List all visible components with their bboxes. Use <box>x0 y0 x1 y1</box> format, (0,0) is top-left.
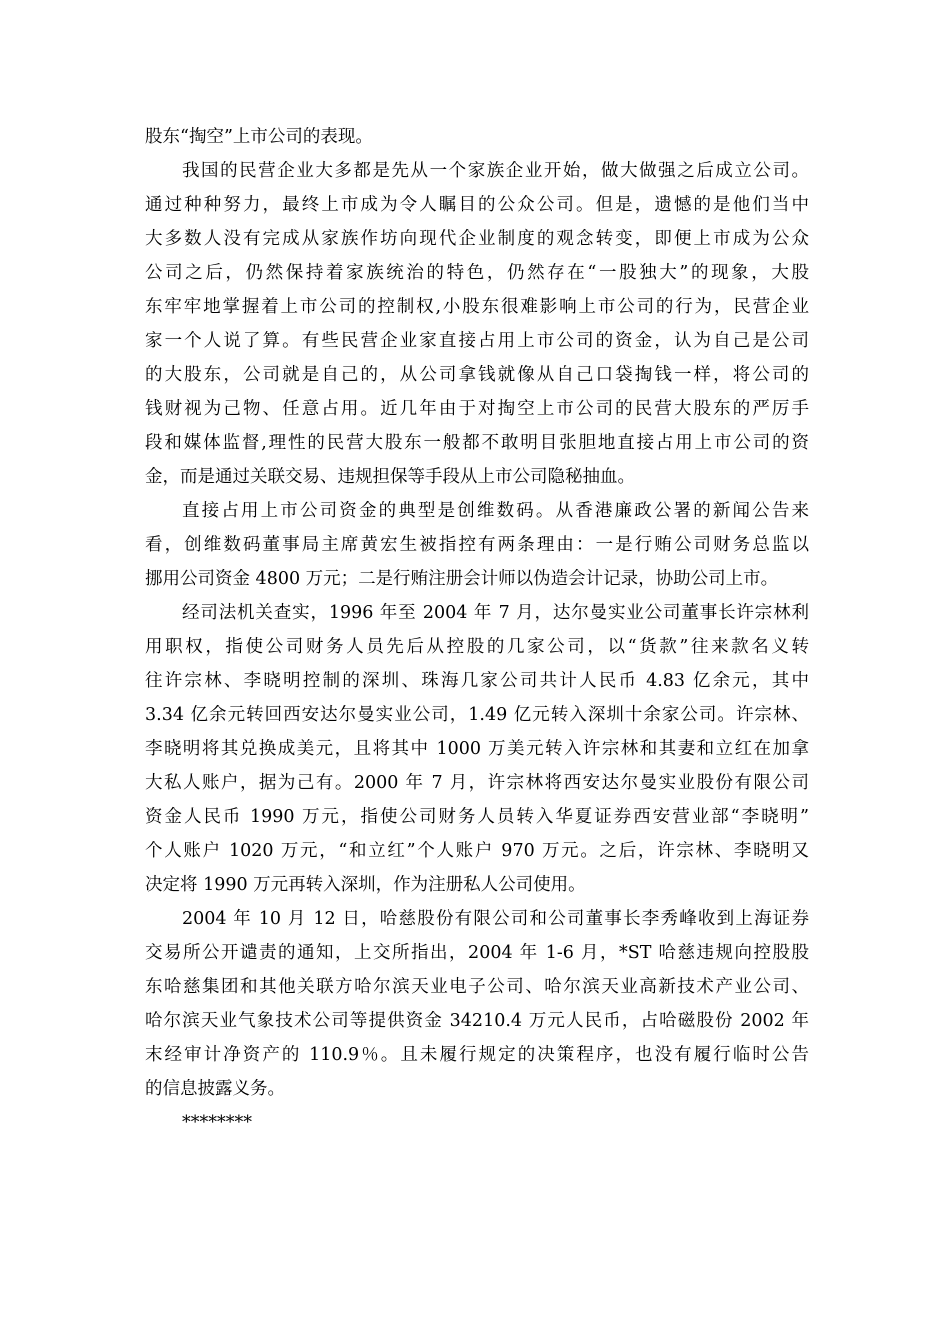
paragraph <box>145 902 809 1106</box>
text-line: 2004 年 10 月 12 日，哈慈股份有限公司和公司董事长李秀峰收到上海证券 <box>182 909 809 929</box>
text-line: 股东“掏空”上市公司的表现。 <box>145 127 373 147</box>
text-line: 挪用公司资金 4800 万元；二是行贿注册会计师以伪造会计记录，协助公司上市。 <box>145 569 779 589</box>
text-line: 资金人民币 1990 万元，指使公司财务人员转入华夏证券西安营业部“李晓明” <box>145 807 809 827</box>
text-line: ******** <box>182 1113 252 1133</box>
paragraph <box>145 1106 809 1140</box>
text-line: 段和媒体监督,理性的民营大股东一般都不敢明目张胆地直接占用上市公司的资 <box>145 433 809 453</box>
text-line: 东牢牢地掌握着上市公司的控制权,小股东很难影响上市公司的行为，民营企业 <box>145 297 809 317</box>
text-line: 直接占用上市公司资金的典型是创维数码。从香港廉政公署的新闻公告来 <box>182 501 809 521</box>
text-line: 3.34 亿余元转回西安达尔曼实业公司，1.49 亿元转入深圳十余家公司。许宗林、 <box>145 705 809 725</box>
text-line: 的大股东，公司就是自己的，从公司拿钱就像从自己口袋掏钱一样，将公司的 <box>145 365 809 385</box>
text-line: 东哈慈集团和其他关联方哈尔滨天业电子公司、哈尔滨天业高新技术产业公司、 <box>145 977 809 997</box>
text-line: 用职权，指使公司财务人员先后从控股的几家公司，以“货款”往来款名义转 <box>145 637 809 657</box>
text-line: 交易所公开谴责的通知，上交所指出，2004 年 1-6 月，*ST 哈慈违规向控股股 <box>145 943 809 963</box>
text-line: 哈尔滨天业气象技术公司等提供资金 34210.4 万元人民币，占哈磁股份 2002 年 <box>145 1011 809 1031</box>
text-line: 大私人账户，据为己有。2000 年 7 月，许宗林将西安达尔曼实业股份有限公司 <box>145 773 809 793</box>
text-line: 决定将 1990 万元再转入深圳，作为注册私人公司使用。 <box>145 875 586 895</box>
text-line: 经司法机关查实，1996 年至 2004 年 7 月，达尔曼实业公司董事长许宗林利 <box>182 603 809 623</box>
paragraph <box>145 494 809 596</box>
text-line: 李晓明将其兑换成美元，且将其中 1000 万美元转入许宗林和其妻和立红在加拿 <box>145 739 809 759</box>
text-line: 公司之后，仍然保持着家族统治的特色，仍然存在“一股独大”的现象，大股 <box>145 263 809 283</box>
paragraph <box>145 120 809 154</box>
text-line: 家一个人说了算。有些民营企业家直接占用上市公司的资金，认为自己是公司 <box>145 331 809 351</box>
text-line: 通过种种努力，最终上市成为令人瞩目的公众公司。但是，遗憾的是他们当中 <box>145 195 809 215</box>
text-line: 的信息披露义务。 <box>145 1079 285 1099</box>
paragraph <box>145 154 809 494</box>
text-line: 往许宗林、李晓明控制的深圳、珠海几家公司共计人民币 4.83 亿余元，其中 <box>145 671 809 691</box>
text-line: 个人账户 1020 万元，“和立红”个人账户 970 万元。之后，许宗林、李晓明又 <box>145 841 809 861</box>
text-line: 金，而是通过关联交易、违规担保等手段从上市公司隐秘抽血。 <box>145 467 635 487</box>
text-line: 看，创维数码董事局主席黄宏生被指控有两条理由：一是行贿公司财务总监以 <box>145 535 809 555</box>
text-line: 我国的民营企业大多都是先从一个家族企业开始，做大做强之后成立公司。 <box>182 161 809 181</box>
document-body <box>145 120 809 1140</box>
text-line: 大多数人没有完成从家族作坊向现代企业制度的观念转变，即便上市成为公众 <box>145 229 809 249</box>
text-line: 钱财视为己物、任意占用。近几年由于对掏空上市公司的民营大股东的严厉手 <box>145 399 809 419</box>
text-line: 末经审计净资产的 110.9％。且未履行规定的决策程序，也没有履行临时公告 <box>145 1045 809 1065</box>
paragraph <box>145 596 809 902</box>
